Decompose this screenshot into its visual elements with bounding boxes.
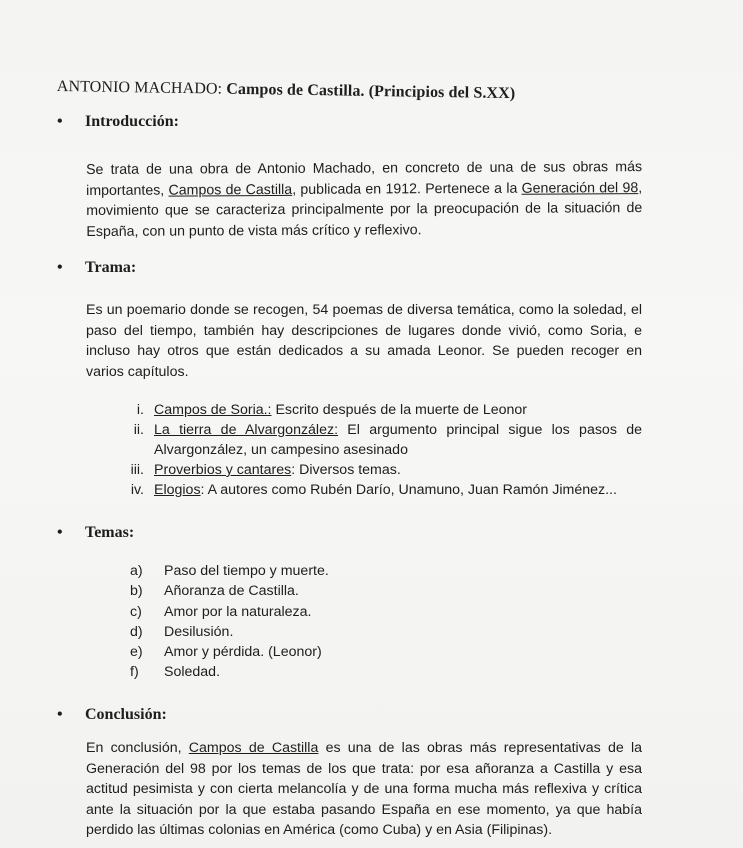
bullet-icon: • xyxy=(57,259,63,276)
chapter-desc: : Diversos temas. xyxy=(291,462,401,478)
list-item xyxy=(130,561,329,581)
list-item-number: f) xyxy=(130,664,139,681)
list-item xyxy=(130,642,329,662)
conclusion-paragraph xyxy=(86,738,642,841)
list-item xyxy=(110,400,642,420)
conclusion-link-campos: Campos de Castilla xyxy=(188,740,319,756)
trama-paragraph: Es un poemario donde se recogen, 54 poemas de diversa temática, como la soledad, el paso del tiempo, también hay descripciones de lugares donde vivió, como Soria, e incluso hay otros que están dedicados a su amada Leonor. Se pueden recoger en varios capítulos. xyxy=(86,302,642,380)
chapter-title: Campos de Soria.: xyxy=(154,402,272,418)
list-item xyxy=(130,581,329,601)
list-item-text: Amor por la naturaleza. xyxy=(164,603,312,620)
chapter-list xyxy=(110,400,642,500)
intro-paragraph xyxy=(86,157,642,242)
conclusion-text-1: En conclusión, xyxy=(86,740,189,756)
temas-heading-label: Temas: xyxy=(85,524,135,541)
list-item-number: e) xyxy=(130,644,143,661)
list-item-number: ii. xyxy=(133,422,144,438)
list-item-text: Amor y pérdida. (Leonor) xyxy=(164,644,322,661)
intro-heading-label: Introducción: xyxy=(85,113,179,130)
intro-text-3: , movimiento que se caracteriza principalmente por la preocupación de la situación de España, con un punto de vista más crítico y reflexivo. xyxy=(86,179,643,240)
bullet-icon: • xyxy=(57,113,63,130)
intro-text-1: Se trata de una obra de Antonio Machado, en concreto de una de sus obras más importantes, xyxy=(86,159,643,199)
intro-link-generacion: Generación del 98 xyxy=(521,179,639,197)
chapter-title: Proverbios y cantares xyxy=(154,462,292,478)
list-item-number: iv. xyxy=(130,482,144,498)
list-item-text: Soledad. xyxy=(164,664,221,681)
temas-heading xyxy=(57,524,134,542)
list-item-number: iii. xyxy=(130,462,144,478)
list-item-number: d) xyxy=(130,623,143,640)
chapter-desc: El argumento principal sigue los pasos de Alvargonzález, un campesino asesinado xyxy=(154,422,642,458)
intro-text-2: , publicada en 1912. Pertenece a la xyxy=(292,180,522,198)
list-item-text: Añoranza de Castilla. xyxy=(164,583,299,600)
list-item xyxy=(130,662,329,682)
temas-list xyxy=(130,561,329,683)
title-work: Campos de Castilla. (Principios del S.XX) xyxy=(226,80,516,103)
chapter-desc: Escrito después de la muerte de Leonor xyxy=(271,402,528,418)
chapter-title: Elogios xyxy=(154,482,201,498)
list-item xyxy=(130,622,329,642)
list-item-number: a) xyxy=(130,563,143,579)
conclusion-heading-label: Conclusión: xyxy=(85,706,167,723)
document-title xyxy=(57,78,516,103)
list-item-number: i. xyxy=(136,402,144,418)
list-item xyxy=(110,420,642,460)
list-item-number: c) xyxy=(130,603,142,620)
list-item xyxy=(130,602,329,622)
trama-heading-label: Trama: xyxy=(85,259,137,276)
bullet-icon: • xyxy=(57,524,63,541)
title-author: ANTONIO MACHADO: xyxy=(56,78,223,98)
list-item-text: Desilusión. xyxy=(164,623,234,640)
intro-heading xyxy=(57,113,179,131)
list-item-text: Paso del tiempo y muerte. xyxy=(164,563,329,579)
list-item-number: b) xyxy=(130,583,143,600)
chapter-title: La tierra de Alvargonzález: xyxy=(154,422,339,438)
list-item xyxy=(110,460,642,480)
conclusion-heading xyxy=(57,706,167,724)
bullet-icon: • xyxy=(57,706,63,723)
intro-link-campos: Campos de Castilla xyxy=(168,181,293,199)
chapter-desc: : A autores como Rubén Darío, Unamuno, Juan Ramón Jiménez... xyxy=(200,482,617,498)
conclusion-text-2: es una de las obras más representativas de la Generación del 98 por los temas de los que trata: por esa añoranza a Castilla y esa actitud pesimista y con cierta melancolía y de una forma mucha más reflexiva y crítica ante la situación por la que estaba pasando España en ese momento, ya que había perdido las últimas colonias en América (como Cuba) y en Asia (Filipinas). xyxy=(86,740,643,838)
trama-heading xyxy=(57,259,136,277)
list-item xyxy=(110,480,642,500)
